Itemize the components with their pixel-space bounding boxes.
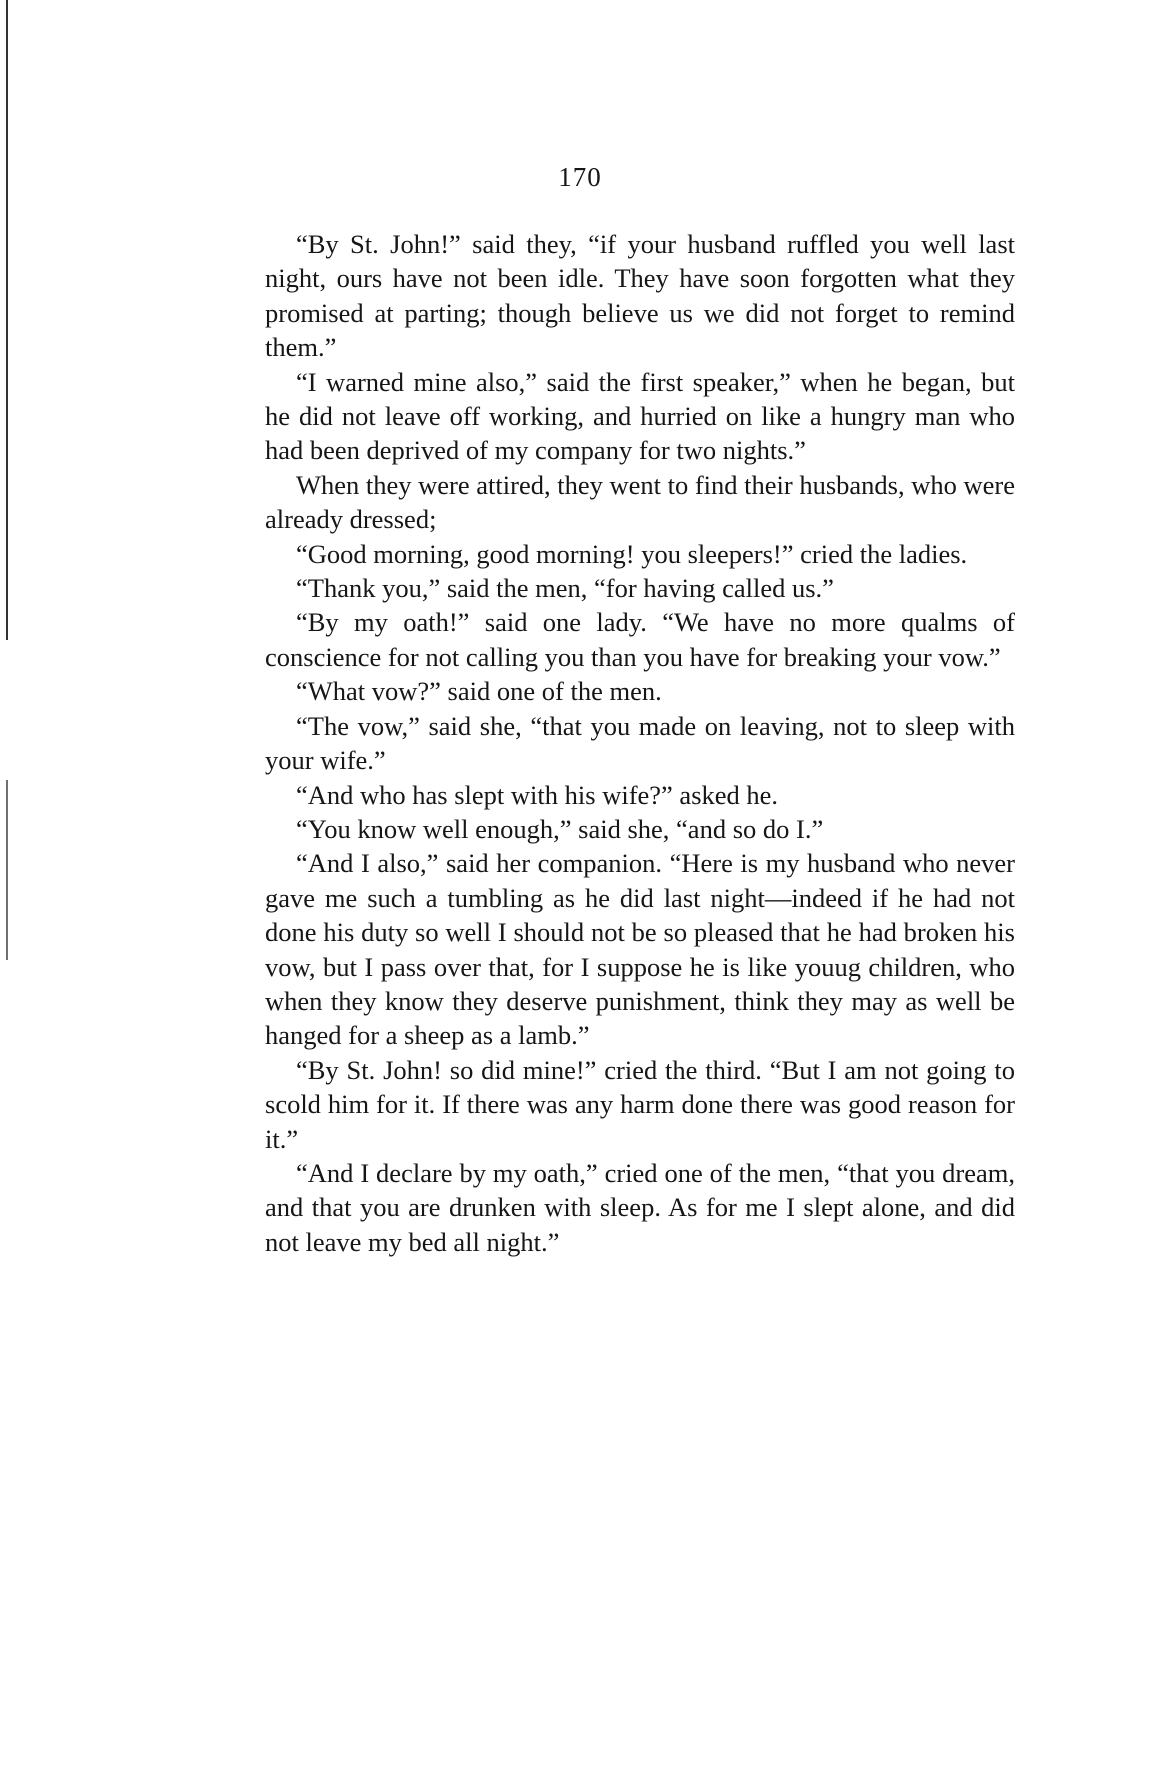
page-edge-shadow xyxy=(6,780,8,960)
paragraph: “And who has slept with his wife?” asked he. xyxy=(296,779,779,810)
paragraph: When they were attired, they went to find their husbands, who were already dressed; xyxy=(265,469,1015,535)
page-number: 170 xyxy=(558,162,602,192)
paragraph: “The vow,” said she, “that you made on leaving, not to sleep with your wife.” xyxy=(265,710,1015,776)
paragraph: “You know well enough,” said she, “and so do I.” xyxy=(296,813,824,844)
paragraph: “I warned mine also,” said the first speaker,” when he began, but he did not leave off working, and hurried on like a hungry man who had been deprived of my company for two nights.” xyxy=(265,366,1015,466)
paragraph: “And I also,” said her companion. “Here is my husband who never gave me such a tumbling as he did last night—indeed if he had not done his duty so well I should not be so pleased that he had broken his vow, but I pass over that, for I suppose he is like youug children, who when they know they deserve punishment, think they may as well be hanged for a sheep as a lamb.” xyxy=(265,848,1015,1051)
paragraph: “By St. John!” said they, “if your husband ruffled you well last night, ours have not been idle. They have soon forgotten what they promised at parting; though believe us we did not forget to remind them.” xyxy=(265,229,1015,363)
paragraph: “Thank you,” said the men, “for having called us.” xyxy=(296,573,834,604)
paragraph: “And I declare by my oath,” cried one of the men, “that you dream, and that you are drunken with sleep. As for me I slept alone, and did not leave my bed all night.” xyxy=(265,1157,1015,1257)
paragraph: “By St. John! so did mine!” cried the third. “But I am not going to scold him for it. If there was any harm done there was good reason for it.” xyxy=(265,1054,1015,1154)
page-edge-shadow xyxy=(6,0,8,640)
paragraph: “What vow?” said one of the men. xyxy=(296,676,662,707)
paragraph: “By my oath!” said one lady. “We have no more qualms of conscience for not calling you than you have for breaking your vow.” xyxy=(265,607,1015,672)
paragraph: “Good morning, good morning! you sleepers!” cried the ladies. xyxy=(296,538,968,569)
body-text xyxy=(265,227,1015,1259)
